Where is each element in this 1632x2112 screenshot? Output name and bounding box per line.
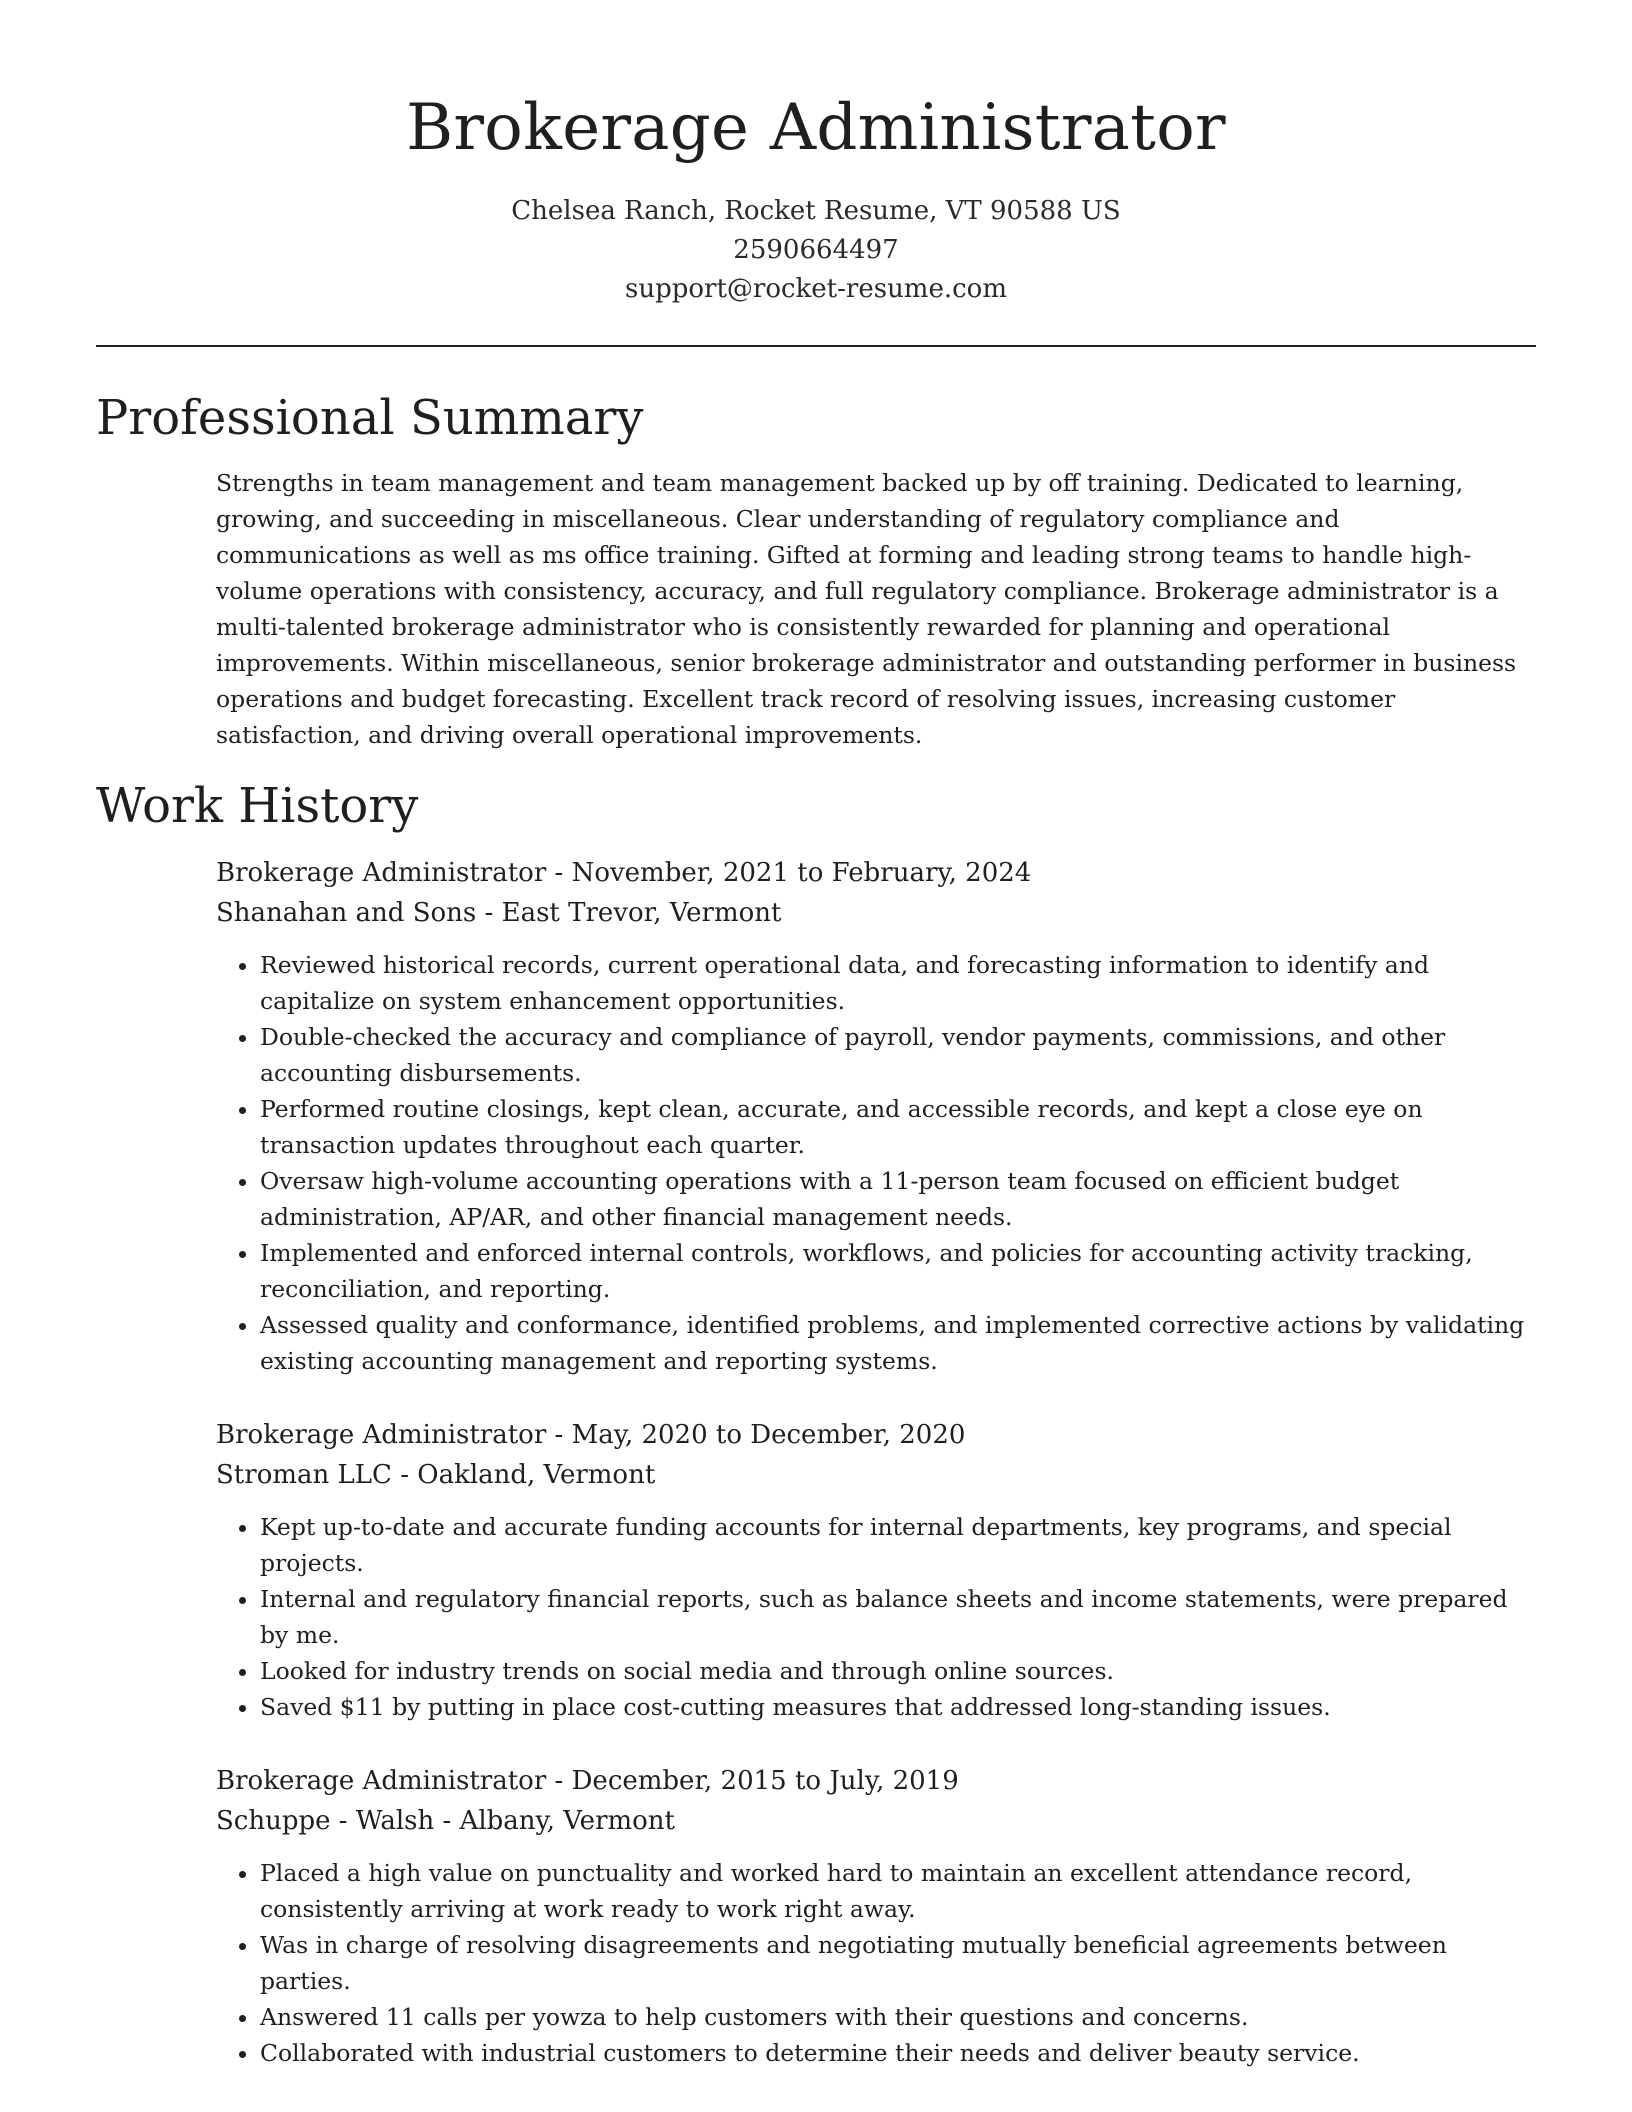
job-company: Schuppe - Walsh (216, 1806, 435, 1836)
job-company-line (216, 893, 1536, 933)
job-dates: - May, 2020 to December, 2020 (546, 1420, 966, 1450)
job-entry (216, 1761, 1536, 2071)
job-role: Brokerage Administrator (216, 1766, 547, 1796)
job-company: Stroman LLC (216, 1460, 392, 1490)
bullet-item: • Saved $11 by putting in place cost-cutting measures that addressed long-standing issues. (260, 1689, 1536, 1725)
job-role: Brokerage Administrator (216, 858, 547, 888)
job-location: - Albany, Vermont (434, 1806, 676, 1836)
bullet-item: • Internal and regulatory financial reports, such as balance sheets and income statements, were prepared by me. (260, 1581, 1536, 1653)
job-entry (216, 853, 1536, 1379)
job-company-line (216, 1801, 1536, 1841)
bullet-item: • Answered 11 calls per yowza to help customers with their questions and concerns. (260, 1999, 1536, 2035)
job-entry (216, 1415, 1536, 1725)
work-history-heading: Work History (96, 778, 419, 834)
job-title-line (216, 1415, 1536, 1455)
bullet-item: • Kept up-to-date and accurate funding accounts for internal departments, key programs, and special projects. (260, 1509, 1536, 1581)
bullet-item: • Placed a high value on punctuality and worked hard to maintain an excellent attendance record, consistently arriving at work ready to work right away. (260, 1855, 1536, 1927)
bullet-item: • Double-checked the accuracy and compliance of payroll, vendor payments, commissions, and other accounting disbursements. (260, 1019, 1536, 1091)
bullet-item: • Performed routine closings, kept clean, accurate, and accessible records, and kept a close eye on transaction updates throughout each quarter. (260, 1091, 1536, 1163)
bullet-item: • Implemented and enforced internal controls, workflows, and policies for accounting activity tracking, reconciliation, and reporting. (260, 1235, 1536, 1307)
contact-info (96, 192, 1536, 309)
resume-page (96, 0, 1536, 2071)
bullet-item: • Oversaw high-volume accounting operations with a 11-person team focused on efficient budget administration, AP/AR, and other financial management needs. (260, 1163, 1536, 1235)
bullet-item: • Collaborated with industrial customers to determine their needs and deliver beauty service. (260, 2035, 1536, 2071)
job-bullets (216, 1509, 1536, 1725)
job-bullets (216, 1855, 1536, 2071)
job-title-line (216, 853, 1536, 893)
bullet-item: • Looked for industry trends on social media and through online sources. (260, 1653, 1536, 1689)
header-divider (96, 345, 1536, 347)
resume-header (96, 0, 1536, 309)
bullet-item: • Reviewed historical records, current operational data, and forecasting information to identify and capitalize on system enhancement opportunities. (260, 947, 1536, 1019)
job-dates: - November, 2021 to February, 2024 (546, 858, 1032, 888)
contact-phone: 2590664497 (733, 235, 899, 265)
job-bullets (216, 947, 1536, 1379)
bullet-item: • Was in charge of resolving disagreements and negotiating mutually beneficial agreements between parties. (260, 1927, 1536, 1999)
contact-email: support@rocket-resume.com (624, 274, 1007, 304)
job-title-line (216, 1761, 1536, 1801)
candidate-name: Brokerage Administrator (406, 91, 1226, 165)
job-dates: - December, 2015 to July, 2019 (546, 1766, 959, 1796)
job-location: - East Trevor, Vermont (476, 898, 782, 928)
job-location: - Oakland, Vermont (391, 1460, 656, 1490)
summary-text: Strengths in team management and team management backed up by off training. Dedicated to learning, growing, and succeeding in miscellaneous. Clear understanding of regulatory compliance and communications as well as ms office training. Gifted at forming and leading strong teams to handle high-volume operations with consistency, accuracy, and full regulatory compliance. Brokerage administrator is a multi-talented brokerage administrator who is consistently rewarded for planning and operational improvements. Within miscellaneous, senior brokerage administrator and outstanding performer in business operations and budget forecasting. Excellent track record of resolving issues, increasing customer satisfaction, and driving overall operational improvements. (216, 469, 1517, 749)
bullet-item: • Assessed quality and conformance, identified problems, and implemented corrective actions by validating existing accounting management and reporting systems. (260, 1307, 1536, 1379)
job-company-line (216, 1455, 1536, 1495)
contact-address: Chelsea Ranch, Rocket Resume, VT 90588 US (511, 196, 1121, 226)
job-company: Shanahan and Sons (216, 898, 477, 928)
job-role: Brokerage Administrator (216, 1420, 547, 1450)
summary-heading: Professional Summary (96, 390, 644, 446)
